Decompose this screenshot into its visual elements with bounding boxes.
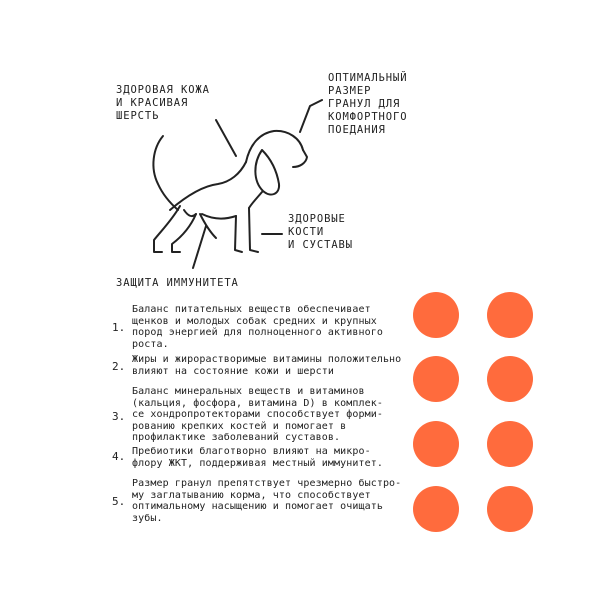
callout-immunity: ЗАЩИТА ИММУНИТЕТА — [116, 277, 239, 289]
callout-bones-joints: ЗДОРОВЫЕ КОСТИ И СУСТАВЫ — [288, 213, 353, 251]
kibble-granule-icon — [413, 421, 459, 467]
kibble-granule-icon — [487, 356, 533, 402]
benefit-text: Размер гранул препятствует чрезмерно быстро- му заглатыванию корма, что способствует оптимальному насыщению и помогает очищать зубы. — [132, 478, 402, 524]
callout-line-skin — [216, 120, 236, 156]
kibble-granule-icon — [413, 356, 459, 402]
benefit-item-5 — [112, 478, 412, 538]
benefit-number: 1. — [112, 321, 126, 334]
benefit-text: Пребиотики благотворно влияют на микро- флору ЖКТ, поддерживая местный иммунитет. — [132, 446, 383, 469]
callout-granule-size: ОПТИМАЛЬНЫЙ РАЗМЕР ГРАНУЛ ДЛЯ КОМФОРТНОГО ПОЕДАНИЯ — [328, 72, 408, 136]
benefit-text: Баланс питательных веществ обеспечивает щенков и молодых собак средних и крупных пород энергией для полноценного активного роста. — [132, 304, 383, 350]
beagle-dog-outline-icon — [153, 131, 307, 252]
benefit-number: 2. — [112, 360, 126, 373]
benefit-number: 4. — [112, 450, 126, 463]
benefit-item-3 — [112, 386, 412, 446]
callout-line-granule — [300, 100, 322, 132]
callout-line-immunity — [193, 226, 206, 268]
kibble-granule-icon — [487, 292, 533, 338]
benefit-number: 5. — [112, 495, 126, 508]
kibble-granule-icon — [413, 292, 459, 338]
callout-skin-coat: ЗДОРОВАЯ КОЖА И КРАСИВАЯ ШЕРСТЬ — [116, 84, 210, 122]
kibble-granule-icon — [413, 486, 459, 532]
kibble-granule-icon — [487, 421, 533, 467]
benefit-text: Баланс минеральных веществ и витаминов (кальция, фосфора, витамина D) в комплек- се хондропротекторами способствует форми- рованию крепких костей и помогает в профилактике заболеваний суставов. — [132, 386, 383, 444]
benefit-number: 3. — [112, 410, 126, 423]
kibble-granule-icon — [487, 486, 533, 532]
benefit-text: Жиры и жирорастворимые витамины положительно влияют на состояние кожи и шерсти — [132, 354, 402, 377]
